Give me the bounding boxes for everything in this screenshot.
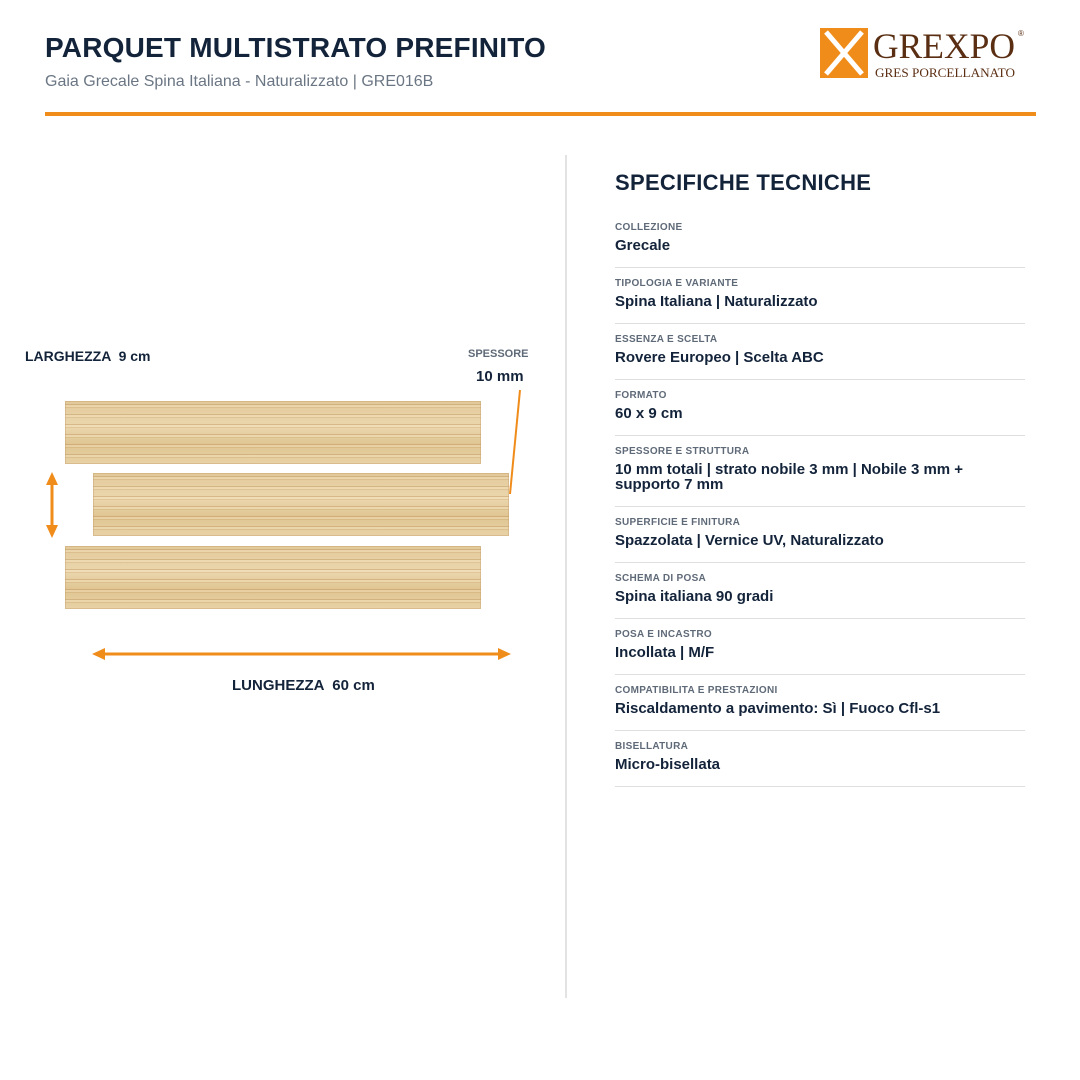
- spec-item: [615, 278, 1025, 324]
- spec-label: FORMATO: [615, 390, 667, 401]
- spec-list: [615, 222, 1025, 787]
- spec-label: TIPOLOGIA E VARIANTE: [615, 278, 739, 289]
- spec-item: [615, 390, 1025, 436]
- svg-text:GRES PORCELLANATO: GRES PORCELLANATO: [875, 65, 1015, 80]
- thickness-leader-line: [510, 390, 520, 494]
- spec-value: 60 x 9 cm: [615, 405, 683, 422]
- column-divider: [565, 155, 567, 998]
- page-title: PARQUET MULTISTRATO PREFINITO: [45, 32, 546, 63]
- spec-value: Spina italiana 90 gradi: [615, 588, 774, 605]
- spec-label: SUPERFICIE E FINITURA: [615, 517, 741, 528]
- header-divider: [45, 112, 1036, 116]
- spec-label: COLLEZIONE: [615, 222, 683, 233]
- spec-label: ESSENZA E SCELTA: [615, 334, 718, 345]
- spec-label: BISELLATURA: [615, 741, 689, 752]
- spec-value: 10 mm totali | strato nobile 3 mm | Nobile 3 mm + supporto 7 mm: [615, 461, 964, 493]
- spec-value: Spina Italiana | Naturalizzato: [615, 293, 818, 310]
- length-label: LUNGHEZZA 60 cm: [232, 677, 375, 694]
- technical-specs-panel: [615, 170, 1025, 797]
- spec-label: POSA E INCASTRO: [615, 629, 712, 640]
- spec-label: SPESSORE E STRUTTURA: [615, 446, 750, 457]
- spec-item: [615, 517, 1025, 563]
- spec-item: [615, 685, 1025, 731]
- spec-item: [615, 629, 1025, 675]
- grexpo-logo: [818, 24, 1028, 82]
- wood-plank-middle: [93, 473, 509, 536]
- spec-value: Rovere Europeo | Scelta ABC: [615, 349, 824, 366]
- spec-value: Grecale: [615, 237, 671, 254]
- spec-value: Micro-bisellata: [615, 756, 721, 773]
- spec-item: [615, 222, 1025, 268]
- spec-value: Incollata | M/F: [615, 644, 715, 661]
- spec-item: [615, 741, 1025, 787]
- spec-item: [615, 334, 1025, 380]
- wood-plank-bottom: [65, 546, 481, 609]
- width-label: LARGHEZZA 9 cm: [25, 348, 151, 364]
- spec-value: Riscaldamento a pavimento: Sì | Fuoco Cfl-s1: [615, 700, 941, 717]
- spec-label: COMPATIBILITA E PRESTAZIONI: [615, 685, 778, 696]
- thickness-value: 10 mm: [476, 368, 524, 385]
- thickness-caption: SPESSORE: [468, 348, 529, 360]
- wood-plank-top: [65, 401, 481, 464]
- spec-item: [615, 446, 1025, 507]
- svg-text:®: ®: [1018, 29, 1024, 38]
- length-arrow-icon: [92, 648, 511, 660]
- svg-text:GREXPO: GREXPO: [873, 26, 1015, 66]
- spec-label: SCHEMA DI POSA: [615, 573, 707, 584]
- spec-value: Spazzolata | Vernice UV, Naturalizzato: [615, 532, 884, 549]
- spec-item: [615, 573, 1025, 619]
- page-subtitle: Gaia Grecale Spina Italiana - Naturalizzato | GRE016B: [45, 73, 434, 90]
- specs-title: SPECIFICHE TECNICHE: [615, 170, 872, 195]
- width-arrow-icon: [46, 472, 58, 538]
